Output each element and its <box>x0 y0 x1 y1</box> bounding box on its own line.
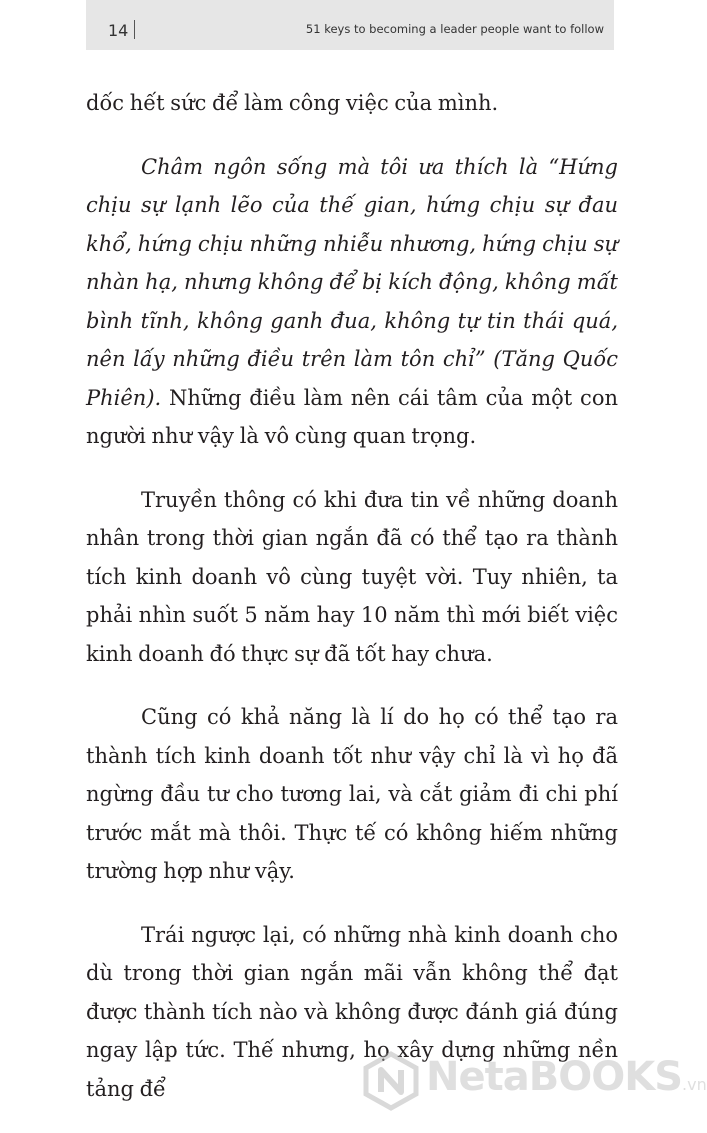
header-divider <box>134 20 135 39</box>
paragraph-2-rest: Những điều làm nên cái tâm của một con người như vậy là vô cùng quan trọng. <box>86 385 618 448</box>
quoted-maxim: Châm ngôn sống mà tôi ưa thích là “Hứng chịu sự lạnh lẽo của thế gian, hứng chịu sự đau khổ, hứng chịu những nhiễu nhương, hứng chịu sự nhàn hạ, nhưng không để bị kích động, không mất bình tĩnh, không ganh đua, không tự tin thái quá, nên lấy những điều trên làm tôn chỉ” (Tăng Quốc Phiên). <box>86 154 618 410</box>
running-title: 51 keys to becoming a leader people want to follow <box>305 22 604 36</box>
paragraph-1: dốc hết sức để làm công việc của mình. <box>86 91 499 115</box>
watermark-brand: NetaBOOKS <box>426 1054 683 1100</box>
paragraph-3: Truyền thông có khi đưa tin về những doanh nhân trong thời gian ngắn đã có thể tạo ra thành tích kinh doanh vô cùng tuyệt vời. Tuy nhiên, ta phải nhìn suốt 5 năm hay 10 năm thì mới biết việc kinh doanh đó thực sự đã tốt hay chưa. <box>86 487 618 666</box>
paragraph-4: Cũng có khả năng là lí do họ có thể tạo ra thành tích kinh doanh tốt như vậy chỉ là vì họ đã ngừng đầu tư cho tương lai, và cắt giảm đi chi phí trước mắt mà thôi. Thực tế có không hiếm những trường hợp như vậy. <box>86 705 618 883</box>
paragraph-5: Trái ngược lại, có những nhà kinh doanh cho dù trong thời gian ngắn mãi vẫn không thể đạt được thành tích nào và không được đánh giá đúng ngay lập tức. Thế nhưng, họ xây dựng những nền tảng để <box>86 922 618 1101</box>
running-header <box>86 0 614 50</box>
watermark-suffix: .vn <box>682 1075 707 1094</box>
paragraph-2 <box>86 148 618 456</box>
page-number: 14 <box>108 21 129 40</box>
page-body <box>86 84 618 1133</box>
